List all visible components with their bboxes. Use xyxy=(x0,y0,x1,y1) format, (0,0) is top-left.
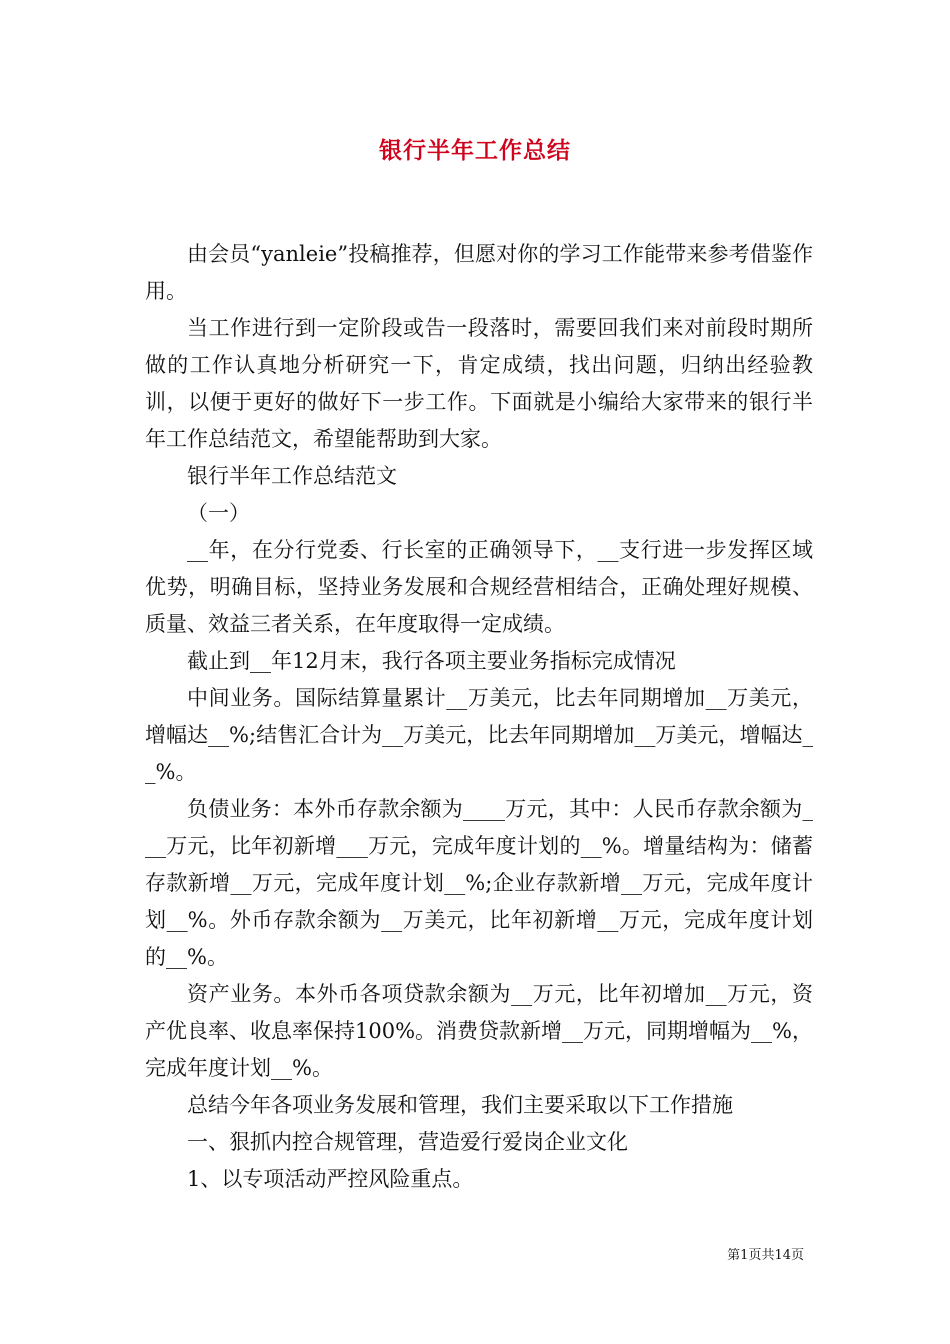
paragraph-intro: 由会员“yanleie”投稿推荐，但愿对你的学习工作能带来参考借鉴作用。 xyxy=(145,242,813,303)
document-title: 银行半年工作总结 xyxy=(379,137,571,164)
document-body xyxy=(145,236,813,1198)
paragraph-liability-business: 负债业务：本外币存款余额为____万元，其中：人民币存款余额为___万元，比年初新增___万元，完成年度计划的__%。增量结构为：储蓄存款新增__万元，完成年度计划__%;企业存款新增__万元，完成年度计划__%。外币存款余额为__万美元，比年初新增__万元，完成年度计划的__%。 xyxy=(145,797,813,969)
page-footer: 第1页共14页 xyxy=(727,1248,804,1263)
paragraph-heading: 银行半年工作总结范文 xyxy=(187,464,397,488)
paragraph-overview: __年，在分行党委、行长室的正确领导下，__支行进一步发挥区域优势，明确目标，坚持业务发展和合规经营相结合，正确处理好规模、质量、效益三者关系，在年度取得一定成绩。 xyxy=(145,538,813,636)
paragraph-indicators: 截止到__年12月末，我行各项主要业务指标完成情况 xyxy=(187,649,676,673)
paragraph-preface: 当工作进行到一定阶段或告一段落时，需要回我们来对前段时期所做的工作认真地分析研究一下，肯定成绩，找出问题，归纳出经验教训，以便于更好的做好下一步工作。下面就是小编给大家带来的银行半年工作总结范文，希望能帮助到大家。 xyxy=(145,316,813,451)
paragraph-asset-business: 资产业务。本外币各项贷款余额为__万元，比年初增加__万元，资产优良率、收息率保持100%。消费贷款新增__万元，同期增幅为__%，完成年度计划__%。 xyxy=(145,982,813,1080)
paragraph-section-number: （一） xyxy=(187,501,250,525)
paragraph-measure-one-item-one: 1、以专项活动严控风险重点。 xyxy=(187,1167,474,1191)
paragraph-intermediate-business: 中间业务。国际结算量累计__万美元，比去年同期增加__万美元，增幅达__%;结售汇合计为__万美元，比去年同期增加__万美元，增幅达__%。 xyxy=(145,686,813,784)
paragraph-measure-one: 一、狠抓内控合规管理，营造爱行爱岗企业文化 xyxy=(187,1130,628,1154)
paragraph-measures-intro: 总结今年各项业务发展和管理，我们主要采取以下工作措施 xyxy=(187,1093,733,1117)
